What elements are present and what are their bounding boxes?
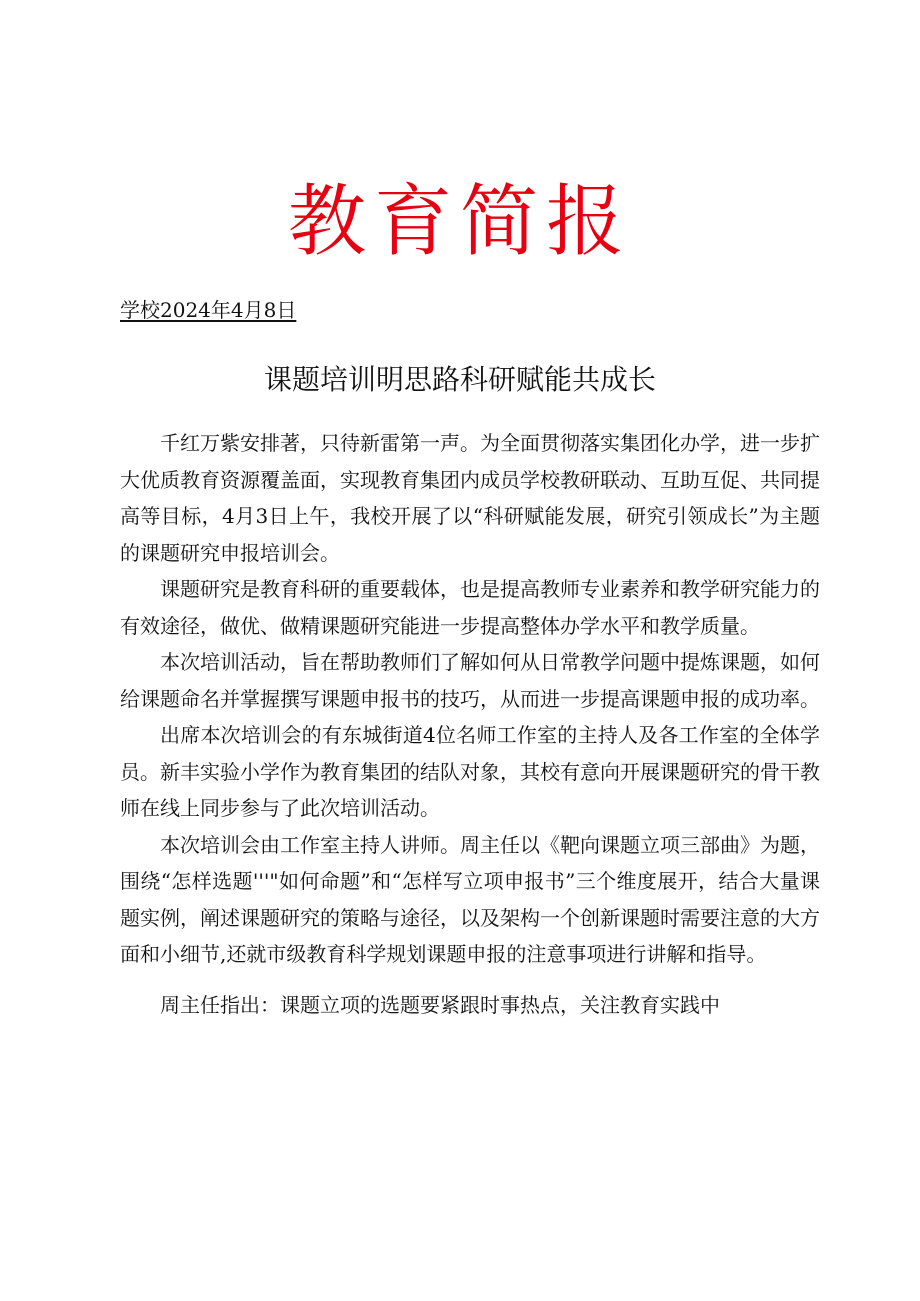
article-headline: 课题培训明思路科研赋能共成长 [263, 363, 656, 396]
paragraph: 千红万紫安排著，只待新雷第一声。为全面贯彻落实集团化办学，进一步扩大优质教育资源覆盖面，实现教育集团内成员学校教研联动、互助互促、共同提高等目标，4月3日上午，我校开展了以“科研赋能发展，研究引领成长”为主题的课题研究申报培训会。 [120, 431, 820, 565]
paragraph: 出席本次培训会的有东城街道4位名师工作室的主持人及各工作室的全体学员。新丰实验小学作为教育集团的结队对象，其校有意向开展课题研究的骨干教师在线上同步参与了此次培训活动。 [120, 723, 820, 820]
masthead-title: 教育简报 [287, 177, 632, 267]
dateline: 学校2024年4月8日 [120, 298, 297, 322]
paragraph: 本次培训活动，旨在帮助教师们了解如何从日常教学问题中提炼课题，如何给课题命名并掌握撰写课题申报书的技巧，从而进一步提高课题申报的成功率。 [120, 650, 820, 711]
paragraph: 本次培训会由工作室主持人讲师。周主任以《靶向课题立项三部曲》为题，围绕“怎样选题'''"如何命题”和“怎样写立项申报书”三个维度展开，结合大量课题实例，阐述课题研究的策略与途径，以及架构一个创新课题时需要注意的大方面和小细节,还就市级教育科学规划课题申报的注意事项进行讲解和指导。 [120, 832, 820, 966]
article-body [120, 425, 820, 1023]
paragraph: 周主任指出：课题立项的选题要紧跟时事热点，关注教育实践中 [160, 992, 720, 1017]
paragraph: 课题研究是教育科研的重要载体，也是提高教师专业素养和教学研究能力的有效途径，做优、做精课题研究能进一步提高整体办学水平和教学质量。 [120, 577, 820, 638]
